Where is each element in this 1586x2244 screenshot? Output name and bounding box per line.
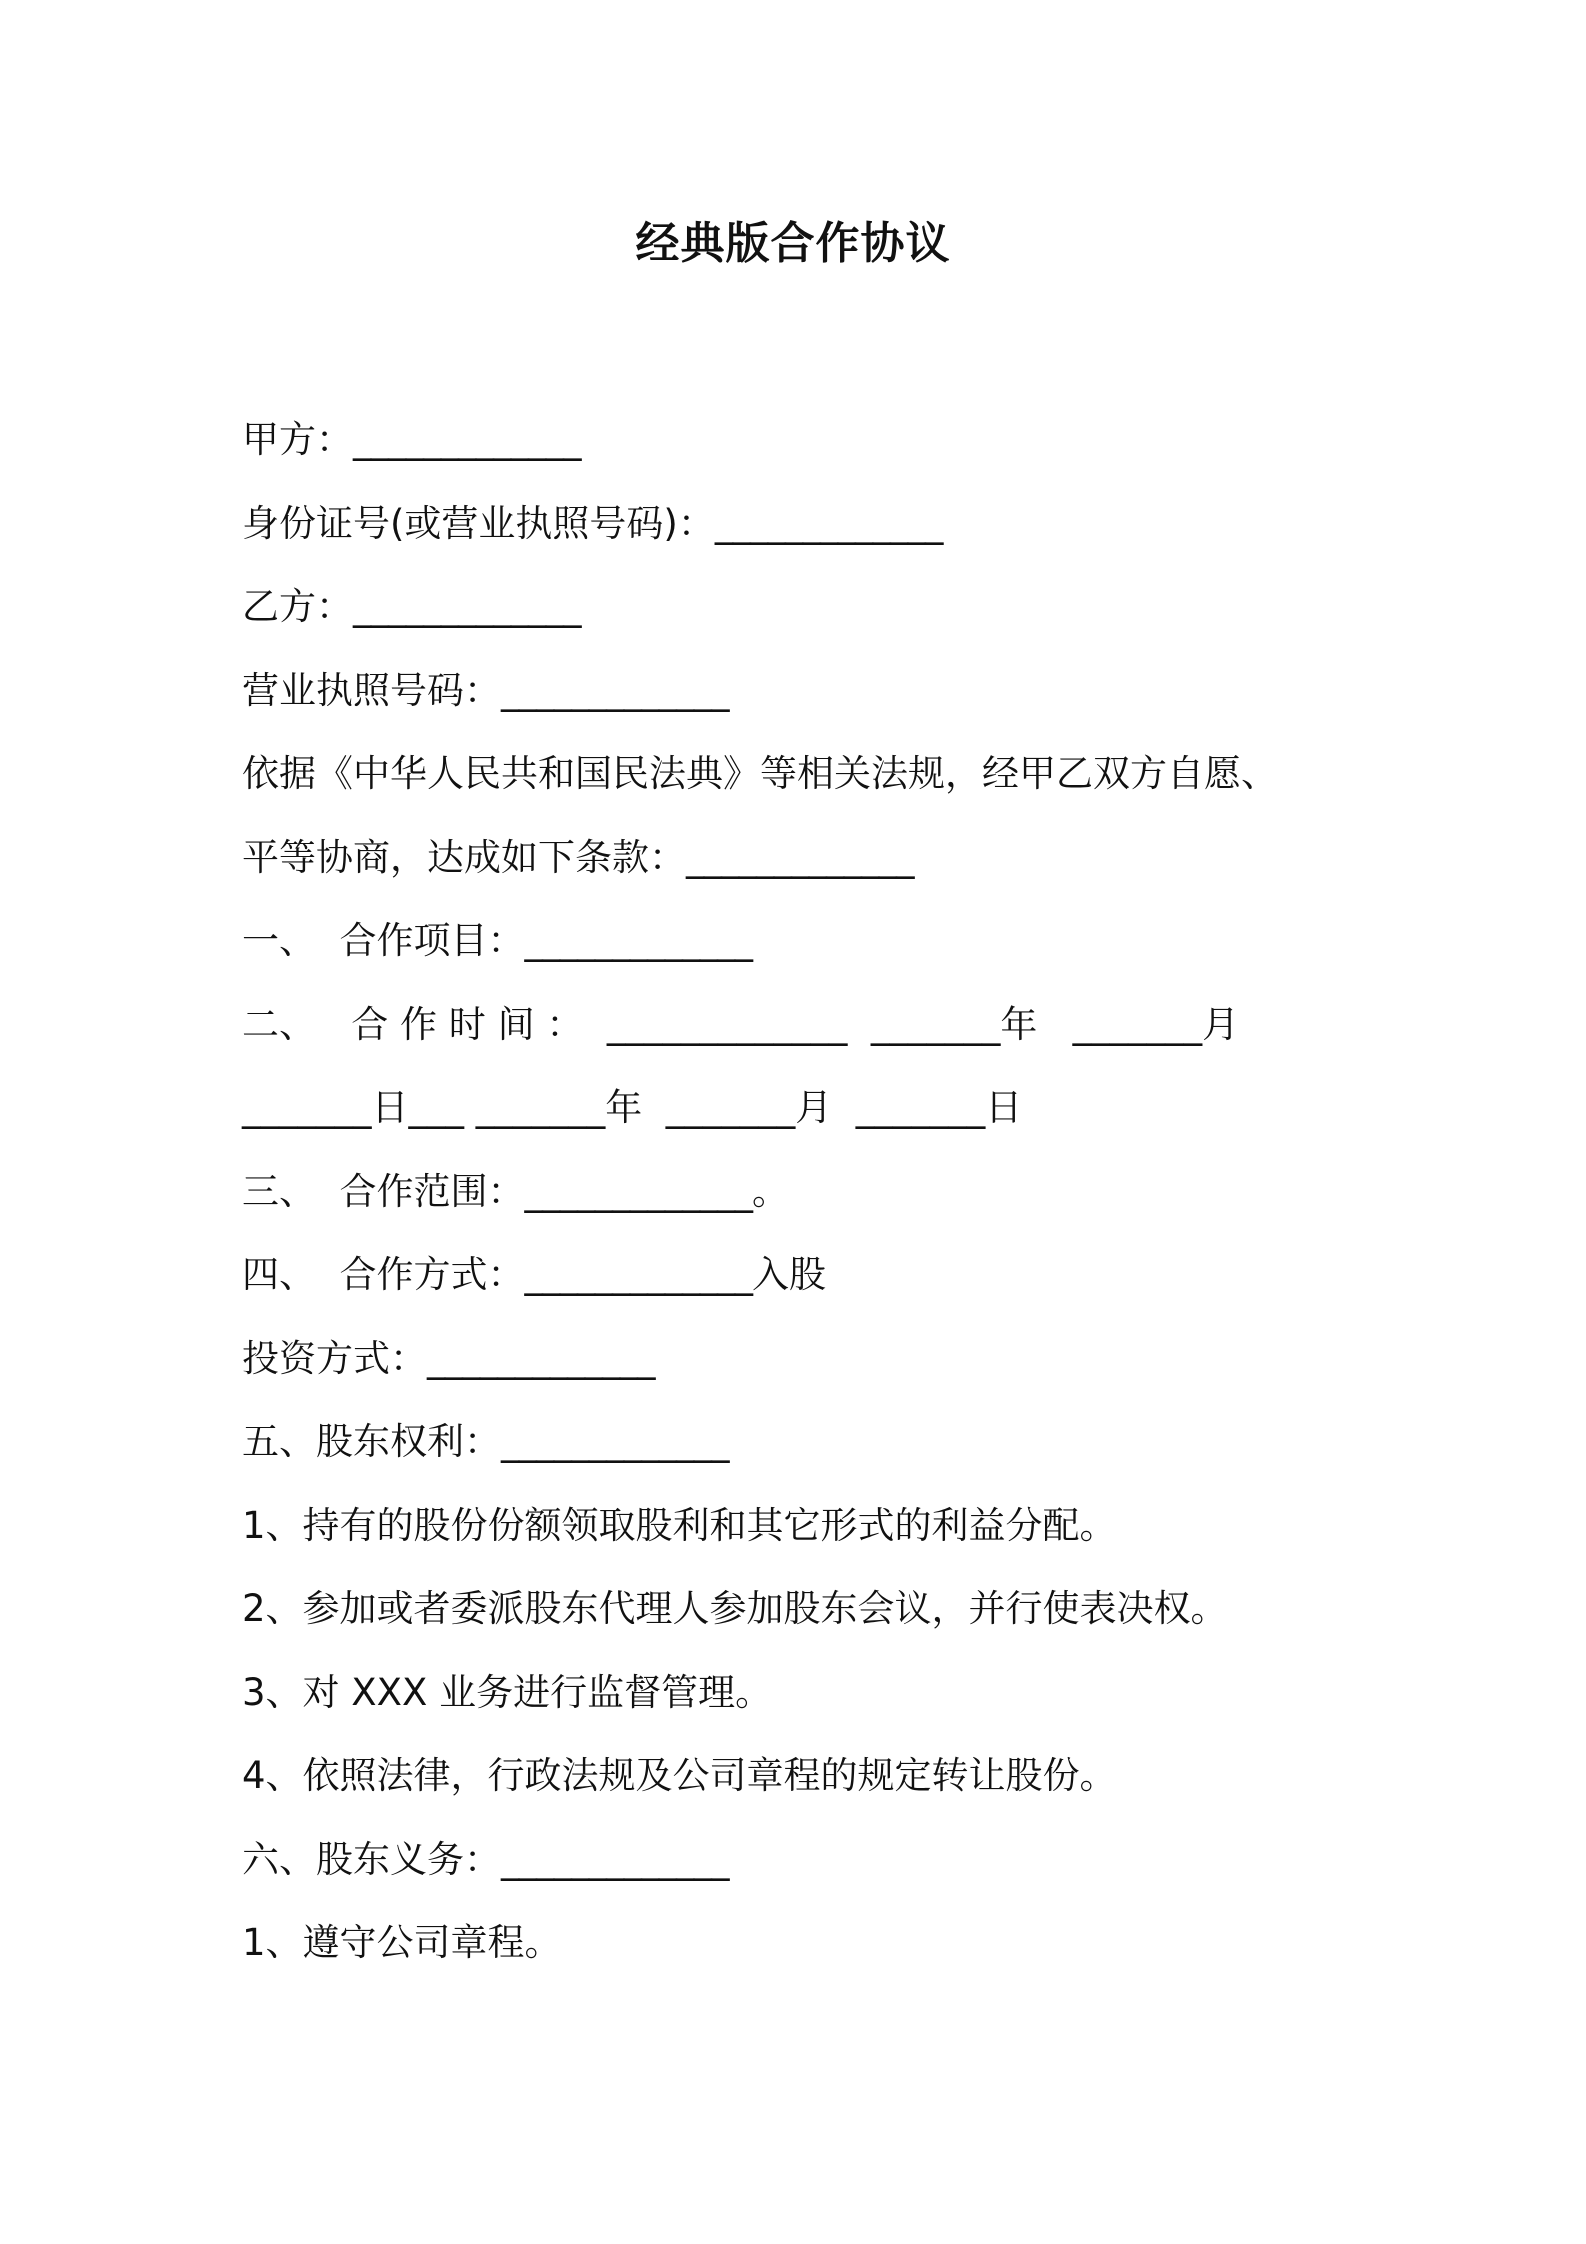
clause-2-line-1: 二、 合 作 时 间 ： _____________ _______年 _______月 xyxy=(242,1002,1240,1046)
preamble-line-2-text: 平等协商，达成如下条款： xyxy=(242,835,686,879)
clause-2-line-2: _______日___ _______年 _______月 _______日 xyxy=(242,1086,1023,1129)
document-body xyxy=(242,405,1352,1992)
clause-3-suffix: 。 xyxy=(752,1169,790,1213)
clause-3-text: 三、 合作范围： xyxy=(242,1169,525,1213)
investment-line xyxy=(242,1324,1352,1408)
preamble-blank: _____________ xyxy=(686,835,914,879)
party-b-line xyxy=(242,572,1352,656)
party-b-license-blank: _____________ xyxy=(501,668,729,712)
party-b-license-line xyxy=(242,656,1352,740)
clause-5-text: 五、股东权利： xyxy=(242,1420,501,1463)
clause-6-line xyxy=(242,1825,1352,1909)
party-b-blank: _____________ xyxy=(353,585,581,628)
investment-label: 投资方式： xyxy=(242,1336,427,1380)
rights-item: 4、依照法律，行政法规及公司章程的规定转让股份。 xyxy=(242,1754,1117,1797)
investment-blank: _____________ xyxy=(427,1336,655,1380)
party-a-label: 甲方： xyxy=(242,418,353,461)
party-a-id-label: 身份证号(或营业执照号码)： xyxy=(242,501,715,545)
clause-3-line xyxy=(242,1157,1352,1241)
party-b-label: 乙方： xyxy=(242,585,353,628)
clause-1-text: 一、 合作项目： xyxy=(242,919,525,962)
duties-item: 1、遵守公司章程。 xyxy=(242,1921,562,1964)
clause-1-line xyxy=(242,906,1352,990)
clause-4-line xyxy=(242,1240,1352,1324)
preamble-line-2 xyxy=(242,823,1352,907)
party-a-line xyxy=(242,405,1352,489)
party-a-blank: _____________ xyxy=(353,418,581,461)
preamble-line-1: 依据《中华人民共和国民法典》等相关法规，经甲乙双方自愿、 xyxy=(242,752,1278,795)
clause-4-text: 四、 合作方式： xyxy=(242,1253,525,1296)
clause-5-line xyxy=(242,1407,1352,1491)
rights-item: 1、持有的股份份额领取股利和其它形式的利益分配。 xyxy=(242,1503,1117,1547)
document-title: 经典版合作协议 xyxy=(635,218,951,269)
clause-6-blank: _____________ xyxy=(501,1837,729,1881)
clause-4-blank: _____________ xyxy=(524,1253,753,1296)
clause-3-blank: _____________ xyxy=(524,1169,753,1213)
clause-1-blank: _____________ xyxy=(524,919,753,962)
party-a-id-blank: _____________ xyxy=(714,501,943,545)
party-a-id-line xyxy=(242,489,1352,573)
rights-item: 2、参加或者委派股东代理人参加股东会议，并行使表决权。 xyxy=(242,1587,1228,1630)
clause-5-blank: _____________ xyxy=(501,1420,729,1463)
clause-6-text: 六、股东义务： xyxy=(242,1837,501,1881)
clause-4-suffix: 入股 xyxy=(752,1253,827,1296)
rights-item: 3、对 XXX 业务进行监督管理。 xyxy=(242,1670,773,1714)
party-b-license-label: 营业执照号码： xyxy=(242,668,501,712)
